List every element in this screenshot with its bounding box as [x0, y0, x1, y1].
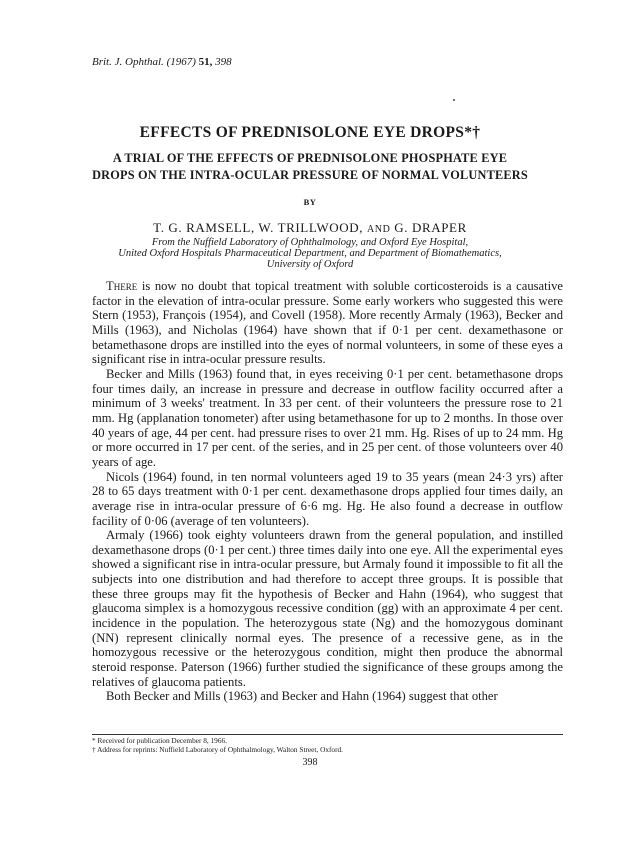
paragraph-text: is now no doubt that topical treatment with soluble corticosteroids is a causative factor in the elevation of intra-ocular pressure. Some early workers who suggested this were Stern (1953), François (1954), and Covell (1958). More recently Armaly (1963), Becker and Mills (1963), and Nicholas (1964) have shown that if 0·1 per cent. dexamethasone or betamethasone drops are instilled into the eyes of normal volunteers, in some of these eyes a significant rise in intra-ocular pressure results. — [92, 279, 563, 367]
paragraph: Both Becker and Mills (1963) and Becker and Hahn (1964) suggest that other — [106, 689, 498, 704]
author-conjunction: AND — [366, 224, 391, 235]
article-subtitle — [70, 150, 550, 184]
footnote-received: * Received for publication December 8, 1966. — [92, 736, 227, 745]
author-last: G. DRAPER — [394, 220, 467, 235]
subtitle-line: A TRIAL OF THE EFFECTS OF PREDNISOLONE PHOSPHATE EYE — [112, 151, 508, 165]
article-body — [92, 279, 563, 704]
page-number: 398 — [302, 757, 318, 768]
paragraph: Becker and Mills (1963) found that, in eyes receiving 0·1 per cent. betamethasone drops four times daily, an increase in pressure and decrease in outflow facility occurred after a minimum of 3 weeks' treatment. In 33 per cent. of their volunteers the pressure rose to 21 mm. Hg (applanation tonometer) after using betamethasone for up to 2 months. In those over 40 years of age, 44 per cent. had pressure rises to over 21 mm. Hg. Rises of up to 24 mm. Hg or more occurred in 17 per cent. of the series, and in 25 per cent. of those volunteers over 40 years of age. — [92, 366, 563, 469]
paragraph: Nicols (1964) found, in ten normal volunteers aged 19 to 35 years (mean 24·3 yrs) after 28 to 65 days treatment with 0·1 per cent. dexamethasone drops applied four times daily, an average rise in intra-ocular pressure of 6·6 mg. Hg. He also found a decrease in outflow facility of 0·06 (average of ten volunteers). — [92, 469, 563, 528]
affiliation-line: From the Nuffield Laboratory of Ophthalmology, and Oxford Eye Hospital, — [151, 237, 469, 248]
subtitle-line: DROPS ON THE INTRA-OCULAR PRESSURE OF NORMAL VOLUNTEERS — [92, 168, 528, 182]
article-title: EFFECTS OF PREDNISOLONE EYE DROPS*† — [139, 124, 481, 141]
affiliation — [100, 237, 520, 270]
journal-name: Brit. J. Ophthal. — [92, 56, 164, 68]
paragraph — [92, 279, 563, 367]
affiliation-line: University of Oxford — [266, 259, 354, 270]
journal-citation — [92, 56, 232, 68]
footnote-reprints: † Address for reprints: Nuffield Laboratory of Ophthalmology, Walton Street, Oxford. — [92, 745, 343, 754]
footnotes — [92, 736, 563, 754]
author-list — [0, 220, 620, 236]
paragraph-lead: There — [106, 279, 138, 293]
byline-label: BY — [303, 197, 317, 207]
journal-volume: 51, — [198, 56, 213, 68]
author-names: T. G. RAMSELL, W. TRILLWOOD, — [153, 220, 364, 235]
paragraph: Armaly (1966) took eighty volunteers drawn from the general population, and instilled dexamethasone drops (0·1 per cent.) three times daily into one eye. All the experimental eyes showed a significant rise in intra-ocular pressure, but Armaly found it impossible to fit all the subjects into one distribution and had therefore to accept three groups. It is possible that these three groups may fit the hypothesis of Becker and Hahn (1964), who suggest that glaucoma simplex is a homozygous recessive condition (gg) with an approximate 4 per cent. incidence in the population. The heterozygous state (Ng) and the homozygous dominant (NN) represent clinically normal eyes. The presence of a recessive gene, as in the homozygous recessive or the heterozygous condition, might then produce the abnormal steroid response. Paterson (1966) further studied the significance of these groups among the relatives of glaucoma patients. — [92, 528, 563, 689]
journal-page: 398 — [215, 56, 232, 68]
affiliation-line: United Oxford Hospitals Pharmaceutical Department, and Department of Biomathematics, — [118, 248, 502, 259]
print-speck — [453, 99, 455, 101]
journal-year: (1967) — [166, 56, 196, 68]
footnote-divider — [92, 734, 563, 735]
